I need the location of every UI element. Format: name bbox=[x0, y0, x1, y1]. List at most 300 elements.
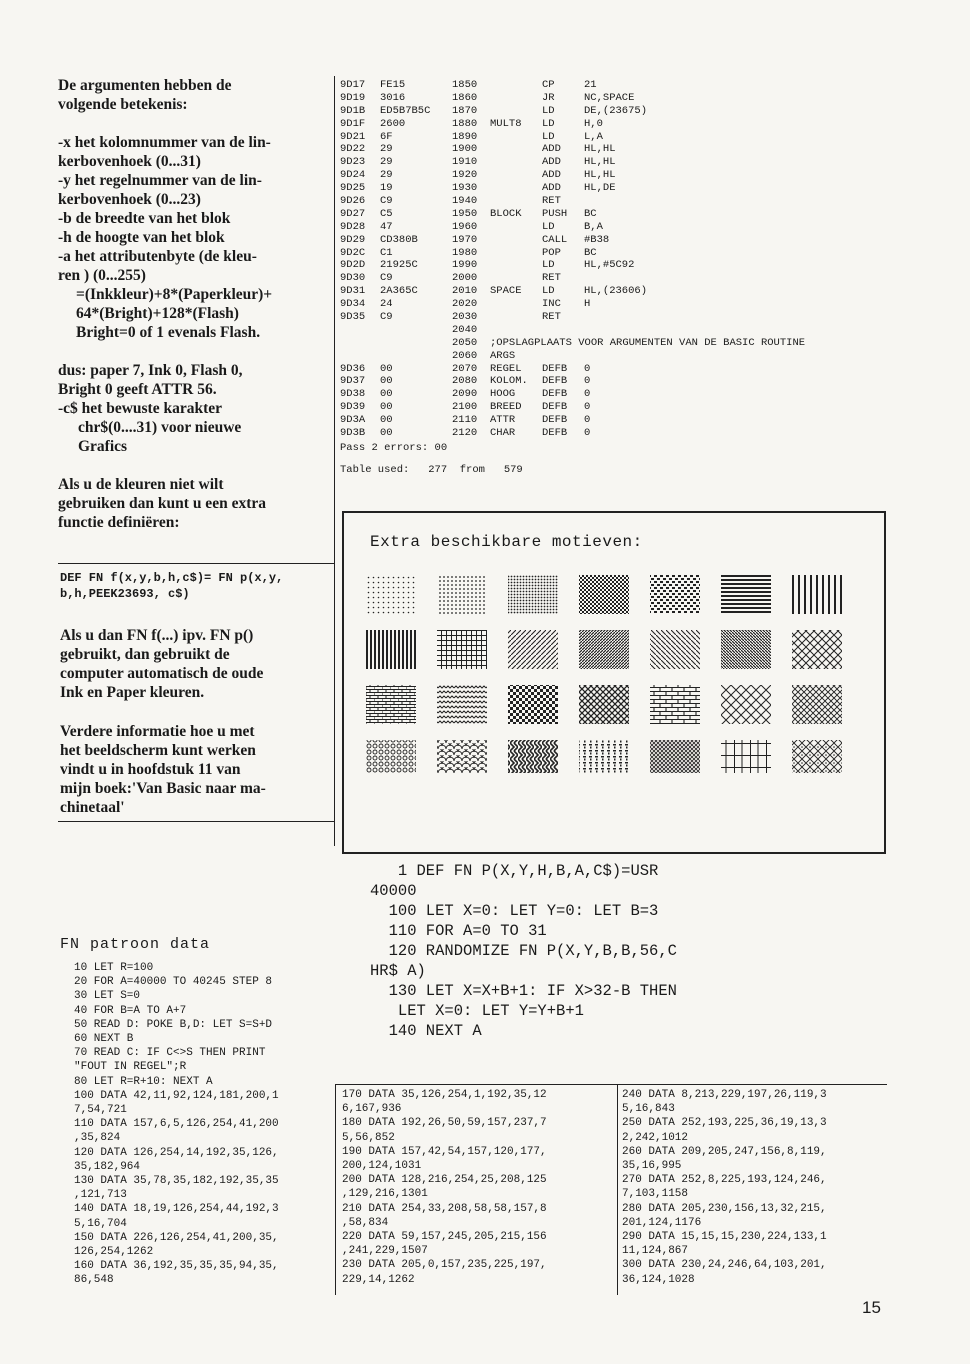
basic-demo-program bbox=[370, 861, 677, 1041]
motif-diamond-fine bbox=[792, 685, 842, 724]
motif-grid-large bbox=[721, 740, 771, 773]
asm-hex: 29 bbox=[380, 143, 393, 156]
asm-address: 9D1B bbox=[340, 104, 366, 117]
data-line: 300 DATA 230,24,246,64,103,201, bbox=[622, 1259, 827, 1272]
rule-after-def-fn-text bbox=[58, 563, 334, 564]
data-line: 36,124,1028 bbox=[622, 1273, 695, 1286]
asm-row bbox=[340, 388, 847, 401]
asm-opcode: DEFB bbox=[542, 414, 568, 427]
asm-hex: C9 bbox=[380, 311, 393, 324]
patroon-title: FN patroon data bbox=[60, 936, 211, 953]
asm-operand: B,A bbox=[584, 220, 603, 233]
asm-line-number: 2060 bbox=[452, 349, 478, 362]
asm-row bbox=[340, 259, 847, 272]
asm-operand: NC,SPACE bbox=[584, 91, 635, 104]
asm-hex: 3016 bbox=[380, 91, 406, 104]
data-line: ,58,834 bbox=[342, 1216, 389, 1229]
column-rule-lower-2 bbox=[617, 1085, 618, 1295]
patroon-line: 7,54,721 bbox=[74, 1104, 127, 1117]
asm-opcode: JR bbox=[542, 91, 555, 104]
motifs-title: Extra beschikbare motieven: bbox=[370, 533, 643, 551]
asm-operand: HL,#5C92 bbox=[584, 259, 635, 272]
asm-line-number: 2040 bbox=[452, 323, 478, 336]
basic-line: 140 NEXT A bbox=[370, 1022, 482, 1040]
asm-operand: BC bbox=[584, 207, 597, 220]
motif-dots-dense bbox=[508, 575, 558, 614]
asm-opcode: LD bbox=[542, 259, 555, 272]
intro-line: gebruiken dan kunt u een extra bbox=[58, 495, 266, 512]
rule-after-verdere bbox=[58, 821, 334, 822]
intro-line: functie definiëren: bbox=[58, 514, 180, 531]
asm-hex: C1 bbox=[380, 246, 393, 259]
intro-line: -y het regelnummer van de lin- bbox=[58, 172, 262, 189]
basic-line: 120 RANDOMIZE FN P(X,Y,B,B,56,C bbox=[370, 942, 677, 960]
asm-label: HOOG bbox=[490, 388, 516, 401]
asm-address: 9D34 bbox=[340, 298, 366, 311]
motif-v-lines-tight bbox=[366, 630, 416, 669]
intro-line bbox=[58, 456, 330, 475]
data-listing-col2 bbox=[342, 1088, 547, 1287]
asm-row bbox=[340, 285, 847, 298]
asm-operand: HL,DE bbox=[584, 182, 616, 195]
asm-address: 9D28 bbox=[340, 220, 366, 233]
data-line: 190 DATA 157,42,54,157,120,177, bbox=[342, 1145, 547, 1158]
asm-hex: 00 bbox=[380, 414, 393, 427]
asm-line-number: 2090 bbox=[452, 388, 478, 401]
asm-line-number: 2050 bbox=[452, 336, 478, 349]
data-line: 200 DATA 128,216,254,25,208,125 bbox=[342, 1174, 547, 1187]
motif-diag-cross bbox=[579, 685, 629, 724]
asm-line-number: 1910 bbox=[452, 156, 478, 169]
intro-line: -x het kolomnummer van de lin- bbox=[58, 134, 271, 151]
asm-hex: ED5B7B5C bbox=[380, 104, 431, 117]
asm-opcode: DEFB bbox=[542, 401, 568, 414]
patroon-line: 30 LET S=0 bbox=[74, 990, 141, 1003]
asm-line-number: 2070 bbox=[452, 362, 478, 375]
asm-opcode: LD bbox=[542, 285, 555, 298]
asm-opcode: CALL bbox=[542, 233, 568, 246]
data-listing-col3 bbox=[622, 1088, 827, 1287]
intro-text bbox=[58, 76, 330, 532]
asm-address: 9D26 bbox=[340, 195, 366, 208]
intro-line: =(Inkkleur)+8*(Paperkleur)+ bbox=[76, 286, 273, 303]
patroon-line: 100 DATA 42,11,92,124,181,200,1 bbox=[74, 1089, 279, 1102]
data-line: 7,103,1158 bbox=[622, 1188, 689, 1201]
intro-line bbox=[58, 342, 330, 361]
asm-row bbox=[340, 105, 847, 118]
asm-label: CHAR bbox=[490, 427, 516, 440]
asm-address: 9D3B bbox=[340, 427, 366, 440]
patroon-line: 160 DATA 36,192,35,35,35,94,35, bbox=[74, 1260, 279, 1273]
asm-row bbox=[340, 234, 847, 247]
asm-row bbox=[340, 401, 847, 414]
assembler-footer bbox=[340, 441, 523, 477]
asm-operand: HL,HL bbox=[584, 143, 616, 156]
data-line: 11,124,867 bbox=[622, 1245, 689, 1258]
asm-hex: 00 bbox=[380, 388, 393, 401]
patroon-line: 50 READ D: POKE B,D: LET S=S+D bbox=[74, 1018, 273, 1031]
motif-scales bbox=[437, 740, 487, 773]
asm-operand: 21 bbox=[584, 79, 597, 91]
patroon-line: "FOUT IN REGEL";R bbox=[74, 1061, 187, 1074]
asm-operand: 0 bbox=[584, 414, 591, 427]
asm-line-number: 1970 bbox=[452, 233, 478, 246]
data-line: 220 DATA 59,157,245,205,215,156 bbox=[342, 1231, 547, 1244]
asm-opcode: POP bbox=[542, 246, 561, 259]
asm-label: BREED bbox=[490, 401, 522, 414]
motif-checker-bold bbox=[508, 685, 558, 724]
asm-hex: 19 bbox=[380, 182, 393, 195]
asm-opcode: ADD bbox=[542, 169, 561, 182]
asm-hex: 2600 bbox=[380, 117, 406, 130]
motif-fine-mesh bbox=[650, 740, 700, 773]
asm-address: 9D25 bbox=[340, 182, 366, 195]
patroon-line: 150 DATA 226,126,254,41,200,35, bbox=[74, 1231, 279, 1244]
motif-diag-dense bbox=[579, 630, 629, 669]
asm-line-number: 2120 bbox=[452, 427, 478, 440]
asm-operand: L,A bbox=[584, 130, 603, 143]
asm-label: BLOCK bbox=[490, 207, 522, 220]
patroon-line: 140 DATA 18,19,126,254,44,192,3 bbox=[74, 1203, 279, 1216]
motif-h-lines bbox=[721, 575, 771, 614]
asm-operand: 0 bbox=[584, 388, 591, 401]
basic-line: 130 LET X=X+B+1: IF X>32-B THEN bbox=[370, 982, 677, 1000]
asm-opcode: DEFB bbox=[542, 375, 568, 388]
asm-line-number: 1850 bbox=[452, 79, 478, 91]
asm-label: KOLOM. bbox=[490, 375, 528, 388]
asm-operand: DE,(23675) bbox=[584, 104, 648, 117]
data-line: 35,16,995 bbox=[622, 1160, 682, 1173]
patroon-line: 110 DATA 157,6,5,126,254,41,200 bbox=[74, 1118, 279, 1131]
data-line: 240 DATA 8,213,229,197,26,119,3 bbox=[622, 1089, 827, 1101]
asm-line-number: 1860 bbox=[452, 91, 478, 104]
asm-row bbox=[340, 311, 847, 324]
asm-line-number: 1950 bbox=[452, 207, 478, 220]
data-line: 5,16,843 bbox=[622, 1103, 675, 1116]
asm-hex: 21925C bbox=[380, 259, 418, 272]
column-rule-left bbox=[334, 76, 335, 846]
asm-row bbox=[340, 375, 847, 388]
motif-diag-left-dense bbox=[721, 630, 771, 669]
asm-label: MULT8 bbox=[490, 117, 522, 130]
intro-line: volgende betekenis: bbox=[58, 96, 188, 113]
rule-above-data-columns bbox=[335, 1084, 887, 1085]
asm-address: 9D23 bbox=[340, 156, 366, 169]
patroon-line: 5,16,704 bbox=[74, 1217, 127, 1230]
data-line: 200,124,1031 bbox=[342, 1160, 422, 1173]
asm-opcode: INC bbox=[542, 298, 561, 311]
asm-row bbox=[340, 350, 847, 363]
data-line: 290 DATA 15,15,15,230,224,133,1 bbox=[622, 1231, 827, 1244]
basic-line: 100 LET X=0: LET Y=0: LET B=3 bbox=[370, 902, 659, 920]
asm-operand: BC bbox=[584, 246, 597, 259]
motif-crosshatch bbox=[792, 630, 842, 669]
intro-line: dus: paper 7, Ink 0, Flash 0, bbox=[58, 362, 243, 379]
asm-line-number: 1940 bbox=[452, 195, 478, 208]
asm-address: 9D29 bbox=[340, 233, 366, 246]
intro-line: -a het attributenbyte (de kleu- bbox=[58, 248, 257, 265]
motif-checker-fine bbox=[579, 575, 629, 614]
asm-opcode: LD bbox=[542, 220, 555, 233]
basic-line: HR$ A) bbox=[370, 962, 426, 980]
asm-address: 9D39 bbox=[340, 401, 366, 414]
data-line: 5,56,852 bbox=[342, 1131, 395, 1144]
patroon-line: 20 FOR A=40000 TO 40245 STEP 8 bbox=[74, 976, 273, 989]
asm-operand: HL,HL bbox=[584, 156, 616, 169]
als-paragraph bbox=[60, 626, 332, 702]
asm-row bbox=[340, 272, 847, 285]
als-line: gebruikt, dan gebruikt de bbox=[60, 646, 230, 663]
asm-line-number: 2100 bbox=[452, 401, 478, 414]
asm-opcode: DEFB bbox=[542, 362, 568, 375]
asm-hex: 00 bbox=[380, 427, 393, 440]
data-line: 201,124,1176 bbox=[622, 1216, 702, 1229]
data-line: 280 DATA 205,230,156,13,32,215, bbox=[622, 1202, 827, 1215]
patroon-line: 60 NEXT B bbox=[74, 1033, 134, 1046]
asm-row bbox=[340, 195, 847, 208]
intro-line: De argumenten hebben de bbox=[58, 77, 232, 94]
asm-line-number: 1920 bbox=[452, 169, 478, 182]
asm-opcode: PUSH bbox=[542, 207, 568, 220]
asm-row bbox=[340, 79, 847, 92]
asm-opcode: ADD bbox=[542, 182, 561, 195]
asm-row bbox=[340, 221, 847, 234]
intro-line: Grafics bbox=[78, 438, 128, 455]
basic-line: LET X=0: LET Y=Y+B+1 bbox=[370, 1002, 584, 1020]
def-fn-code bbox=[60, 570, 332, 602]
data-line: 230 DATA 205,0,157,235,225,197, bbox=[342, 1259, 547, 1272]
assembler-listing bbox=[340, 79, 847, 440]
asm-address: 9D2C bbox=[340, 246, 366, 259]
patroon-line: 10 LET R=100 bbox=[74, 962, 154, 974]
basic-line: 40000 bbox=[370, 882, 417, 900]
asm-row bbox=[340, 208, 847, 221]
intro-line bbox=[58, 114, 330, 133]
asm-hex: 00 bbox=[380, 375, 393, 388]
asm-hex: 29 bbox=[380, 169, 393, 182]
motif-dash-grid bbox=[650, 575, 700, 614]
asm-hex: 24 bbox=[380, 298, 393, 311]
asm-opcode: DEFB bbox=[542, 388, 568, 401]
def-fn-line: DEF FN f(x,y,b,h,c$)= FN p(x,y, bbox=[60, 571, 284, 585]
asm-operand: HL,HL bbox=[584, 169, 616, 182]
asm-operand: 0 bbox=[584, 427, 591, 440]
asm-address: 9D38 bbox=[340, 388, 366, 401]
patroon-line: 80 LET R=R+10: NEXT A bbox=[74, 1075, 213, 1088]
asm-address: 9D21 bbox=[340, 130, 366, 143]
asm-opcode: LD bbox=[542, 117, 555, 130]
intro-line: -h de hoogte van het blok bbox=[58, 229, 225, 246]
asm-opcode: RET bbox=[542, 311, 561, 324]
asm-hex: 47 bbox=[380, 220, 393, 233]
asm-hex: 6F bbox=[380, 130, 393, 143]
data-line: 2,242,1012 bbox=[622, 1131, 689, 1144]
motif-stitch bbox=[579, 740, 629, 773]
asm-row bbox=[340, 427, 847, 440]
verdere-line: vindt u in hoofdstuk 11 van bbox=[60, 761, 241, 778]
motif-zigzag bbox=[437, 685, 487, 724]
asm-opcode: LD bbox=[542, 130, 555, 143]
asm-row bbox=[340, 131, 847, 144]
page-number: 15 bbox=[862, 1298, 881, 1317]
als-line: Ink en Paper kleuren. bbox=[60, 684, 205, 701]
data-line: 270 DATA 252,8,225,193,124,246, bbox=[622, 1174, 827, 1187]
asm-hex: FE15 bbox=[380, 79, 406, 91]
motif-diag-left bbox=[650, 630, 700, 669]
asm-opcode: RET bbox=[542, 195, 561, 208]
asm-row bbox=[340, 118, 847, 131]
asm-address: 9D37 bbox=[340, 375, 366, 388]
asm-operand: 0 bbox=[584, 375, 591, 388]
intro-line: -c$ het bewuste karakter bbox=[58, 400, 223, 417]
verdere-line: chinetaal' bbox=[60, 799, 125, 816]
intro-line: kerbovenhoek (0...23) bbox=[58, 191, 201, 208]
motif-dots-medium bbox=[437, 575, 487, 614]
motif-diag-right bbox=[508, 630, 558, 669]
asm-row bbox=[340, 182, 847, 195]
asm-row bbox=[340, 363, 847, 376]
asm-operand: H bbox=[584, 298, 591, 311]
intro-line: Bright 0 geeft ATTR 56. bbox=[58, 381, 217, 398]
data-line: 180 DATA 192,26,50,59,157,237,7 bbox=[342, 1117, 547, 1130]
asm-row bbox=[340, 414, 847, 427]
asm-hex: CD380B bbox=[380, 233, 418, 246]
verdere-line: Verdere informatie hoe u met bbox=[60, 723, 255, 740]
motif-brick bbox=[650, 685, 700, 724]
asm-hex: 00 bbox=[380, 401, 393, 414]
asm-label: REGEL bbox=[490, 362, 522, 375]
asm-line-number: 2080 bbox=[452, 375, 478, 388]
patroon-line: 86,548 bbox=[74, 1274, 114, 1287]
asm-line-number: 1880 bbox=[452, 117, 478, 130]
asm-line-number: 2030 bbox=[452, 311, 478, 324]
asm-address: 9D27 bbox=[340, 207, 366, 220]
motif-circles bbox=[366, 740, 416, 773]
motif-dots-sparse bbox=[366, 575, 416, 614]
patroon-line: 35,182,964 bbox=[74, 1160, 141, 1173]
asm-line-number: 1930 bbox=[452, 182, 478, 195]
intro-line: Bright=0 of 1 evenals Flash. bbox=[76, 324, 261, 341]
asm-operand: #B38 bbox=[584, 233, 610, 246]
asm-opcode: ADD bbox=[542, 156, 561, 169]
asm-hex: 29 bbox=[380, 156, 393, 169]
asm-row bbox=[340, 337, 847, 350]
data-line: ,129,216,1301 bbox=[342, 1188, 428, 1201]
def-fn-line: b,h,PEEK23693, c$) bbox=[60, 587, 190, 601]
intro-line: chr$(0....31) voor nieuwe bbox=[78, 419, 242, 436]
table-used-line: Table used: 277 from 579 bbox=[340, 464, 523, 476]
asm-operand: H,0 bbox=[584, 117, 603, 130]
asm-address: 9D22 bbox=[340, 143, 366, 156]
asm-line-number: 1900 bbox=[452, 143, 478, 156]
asm-hex: C9 bbox=[380, 272, 393, 285]
patroon-line: 130 DATA 35,78,35,182,192,35,35 bbox=[74, 1175, 279, 1188]
asm-row bbox=[340, 92, 847, 105]
patroon-line: 40 FOR B=A TO A+7 bbox=[74, 1004, 187, 1017]
als-line: Als u dan FN f(...) ipv. FN p() bbox=[60, 627, 254, 644]
asm-line-number: 1990 bbox=[452, 259, 478, 272]
data-line: 6,167,936 bbox=[342, 1103, 402, 1116]
patroon-listing bbox=[74, 961, 279, 1288]
verdere-line: mijn boek:'Van Basic naar ma- bbox=[60, 780, 266, 797]
motif-brick-small bbox=[366, 685, 416, 724]
asm-address: 9D31 bbox=[340, 285, 366, 298]
asm-line-number: 1980 bbox=[452, 246, 478, 259]
asm-operand: 0 bbox=[584, 401, 591, 414]
asm-hex: 2A365C bbox=[380, 285, 418, 298]
motif-weave bbox=[508, 740, 558, 773]
asm-row bbox=[340, 247, 847, 260]
patroon-line: ,121,713 bbox=[74, 1189, 127, 1202]
asm-address: 9D30 bbox=[340, 272, 366, 285]
asm-label: ARGS bbox=[490, 349, 516, 362]
intro-line: kerbovenhoek (0...31) bbox=[58, 153, 201, 170]
patroon-line: ,35,824 bbox=[74, 1132, 121, 1145]
asm-line-number: 1890 bbox=[452, 130, 478, 143]
column-rule-lower-1 bbox=[335, 1085, 336, 1295]
asm-line-number: 2110 bbox=[452, 414, 478, 427]
data-line: 260 DATA 209,205,247,156,8,119, bbox=[622, 1145, 827, 1158]
intro-line: Als u de kleuren niet wilt bbox=[58, 476, 224, 493]
asm-address: 9D17 bbox=[340, 79, 366, 91]
asm-address: 9D2D bbox=[340, 259, 366, 272]
asm-address: 9D1F bbox=[340, 117, 366, 130]
data-line: 170 DATA 35,126,254,1,192,35,12 bbox=[342, 1089, 547, 1101]
asm-label: ATTR bbox=[490, 414, 516, 427]
asm-label: ;OPSLAGPLAATS VOOR ARGUMENTEN VAN DE BASIC ROUTINE bbox=[490, 336, 806, 349]
asm-line-number: 2020 bbox=[452, 298, 478, 311]
intro-line: ren ) (0...255) bbox=[58, 267, 146, 284]
asm-address: 9D3A bbox=[340, 414, 366, 427]
asm-label: SPACE bbox=[490, 285, 522, 298]
basic-line: 1 DEF FN P(X,Y,H,B,A,C$)=USR bbox=[370, 862, 659, 880]
asm-opcode: LD bbox=[542, 104, 555, 117]
motif-grid-fine bbox=[437, 630, 487, 669]
asm-line-number: 1870 bbox=[452, 104, 478, 117]
asm-row bbox=[340, 324, 847, 337]
asm-address: 9D24 bbox=[340, 169, 366, 182]
asm-operand: HL,(23606) bbox=[584, 285, 648, 298]
patroon-line: 70 READ C: IF C<>S THEN PRINT bbox=[74, 1047, 266, 1060]
asm-hex: C5 bbox=[380, 207, 393, 220]
asm-row bbox=[340, 169, 847, 182]
asm-row bbox=[340, 298, 847, 311]
motif-v-lines bbox=[792, 575, 842, 614]
intro-line: -b de breedte van het blok bbox=[58, 210, 231, 227]
patroon-line: 126,254,1262 bbox=[74, 1246, 154, 1259]
asm-opcode: DEFB bbox=[542, 427, 568, 440]
asm-address: 9D19 bbox=[340, 91, 366, 104]
asm-hex: C9 bbox=[380, 195, 393, 208]
verdere-paragraph bbox=[60, 722, 332, 817]
asm-opcode: CP bbox=[542, 79, 555, 91]
asm-address: 9D36 bbox=[340, 362, 366, 375]
motif-diamond-lattice bbox=[721, 685, 771, 724]
data-line: 229,14,1262 bbox=[342, 1273, 415, 1286]
asm-operand: 0 bbox=[584, 362, 591, 375]
data-line: 210 DATA 254,33,208,58,58,157,8 bbox=[342, 1202, 547, 1215]
asm-address: 9D35 bbox=[340, 311, 366, 324]
motif-scale-lattice bbox=[792, 740, 842, 773]
motif-tiles bbox=[366, 575, 842, 773]
data-line: 250 DATA 252,193,225,36,19,13,3 bbox=[622, 1117, 827, 1130]
asm-row bbox=[340, 156, 847, 169]
asm-line-number: 2010 bbox=[452, 285, 478, 298]
patroon-line: 120 DATA 126,254,14,192,35,126, bbox=[74, 1146, 279, 1159]
pass-errors-line: Pass 2 errors: 00 bbox=[340, 442, 448, 454]
intro-line: 64*(Bright)+128*(Flash) bbox=[76, 305, 239, 322]
als-line: computer automatisch de oude bbox=[60, 665, 264, 682]
